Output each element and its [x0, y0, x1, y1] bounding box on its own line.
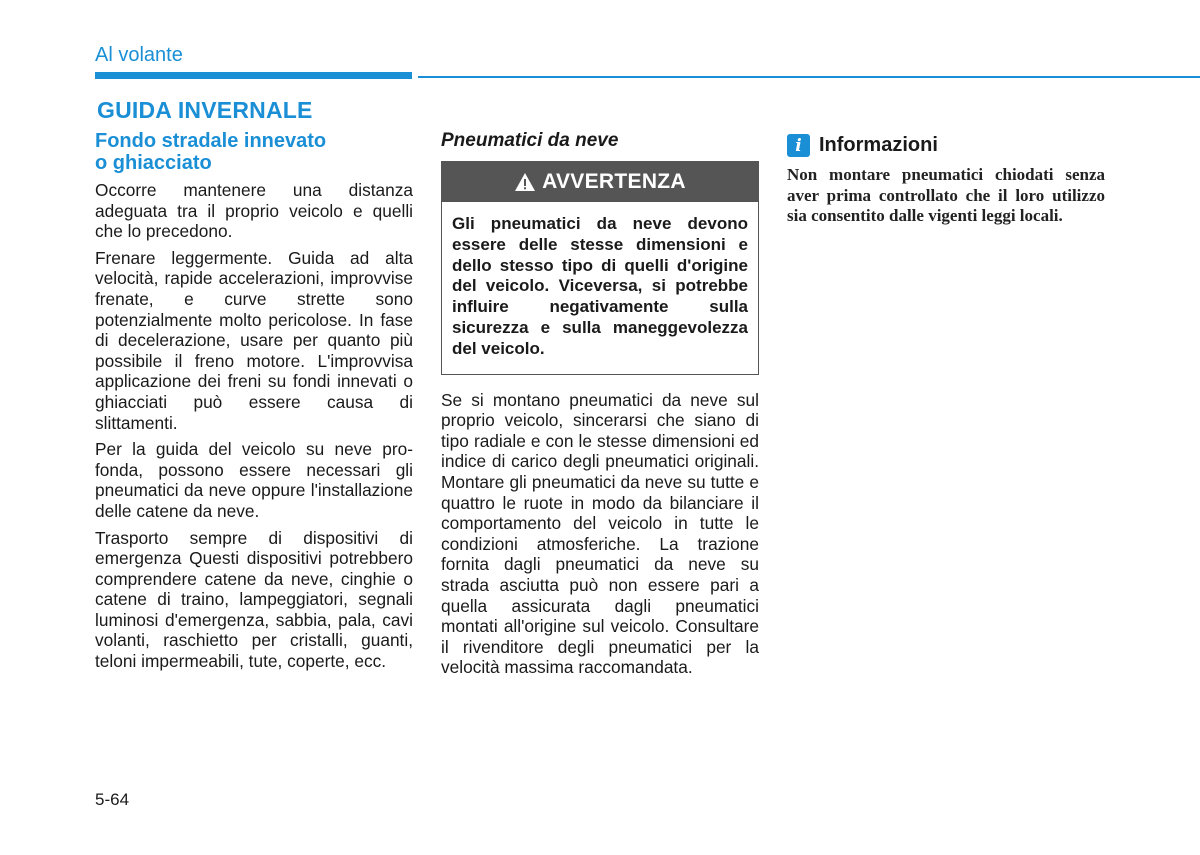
subsection-title-snow-tires: Pneumatici da neve [441, 130, 619, 151]
paragraph: Occorre mantenere una distanza adeguata tra il proprio veicolo e quelli che lo precedono. [95, 180, 413, 242]
section-title: GUIDA INVERNALE [97, 97, 313, 123]
info-header [787, 134, 1105, 157]
column-middle [441, 130, 759, 684]
info-title: Informazioni [819, 134, 938, 156]
warning-box [441, 161, 759, 375]
warning-label: AVVERTENZA [542, 170, 686, 193]
subsection-title-line1: Fondo stradale innevato [95, 130, 327, 152]
warning-text: Gli pneumatici da neve devono essere delle stesse dimensioni e dello stesso tipo di quelli d'origine del veicolo. Viceversa, si potrebbe influire negativamente sulla sicurezza e sulla maneggevolezza del veicolo. [452, 214, 748, 358]
header-title: Al volante [95, 44, 183, 66]
subsection-title-line2: o ghiacciato [95, 152, 212, 174]
header-rule-thick [95, 72, 412, 79]
paragraph: Frenare leggermente. Guida ad alta velocità, rapide accelerazioni, improvvise frenate, e curve strette sono potenzialmente molto pericolose. In fase di decelerazione, usare per quanto più possibile il freno motore. L'improvvisa applicazione dei freni su fondi innevati o ghiacciati può essere causa di slittamenti. [95, 247, 413, 433]
column-left [95, 130, 413, 678]
info-text: Non montare pneumatici chiodati senza aver prima controllato che il loro utilizzo sia consentito dalle vigenti leggi locali. [787, 165, 1105, 225]
page-number: 5-64 [95, 790, 130, 809]
subsection-title [95, 130, 413, 174]
warning-triangle-icon [514, 172, 536, 192]
paragraph: Se si montano pneumatici da neve sul proprio veicolo, sincerarsi che siano di tipo radiale e con le stesse dimensioni ed indice di carico degli pneumatici originali. Montare gli pneumatici da neve su tutte e quattro le ruote in modo da bilanciare il comportamento del veicolo in tutte le condizioni atmosferiche. La trazione fornita dagli pneumatici da neve su strada asciutta può non essere pari a quella assicurata dagli pneumatici montati all'origine sul veicolo. Consultare il rivenditore degli pneumatici per la velocità massima raccomandata. [441, 389, 759, 678]
info-icon: i [787, 134, 810, 157]
paragraph: Per la guida del veicolo su neve profonda, possono essere necessari gli pneumatici da neve oppure l'installazione delle catene da neve. [95, 439, 413, 521]
warning-header [442, 162, 758, 202]
paragraph: Trasporto sempre di dispositivi di emergenza Questi dispositivi potrebbero comprendere catene da neve, cinghie o catene di traino, lampeggiatori, segnali luminosi d'emergenza, sabbia, pala, cavi volanti, raschietto per cristalli, guanti, teloni impermeabili, tute, coperte, ecc. [95, 527, 413, 672]
column-right [787, 134, 1105, 227]
header-rule-thin [418, 76, 1200, 78]
